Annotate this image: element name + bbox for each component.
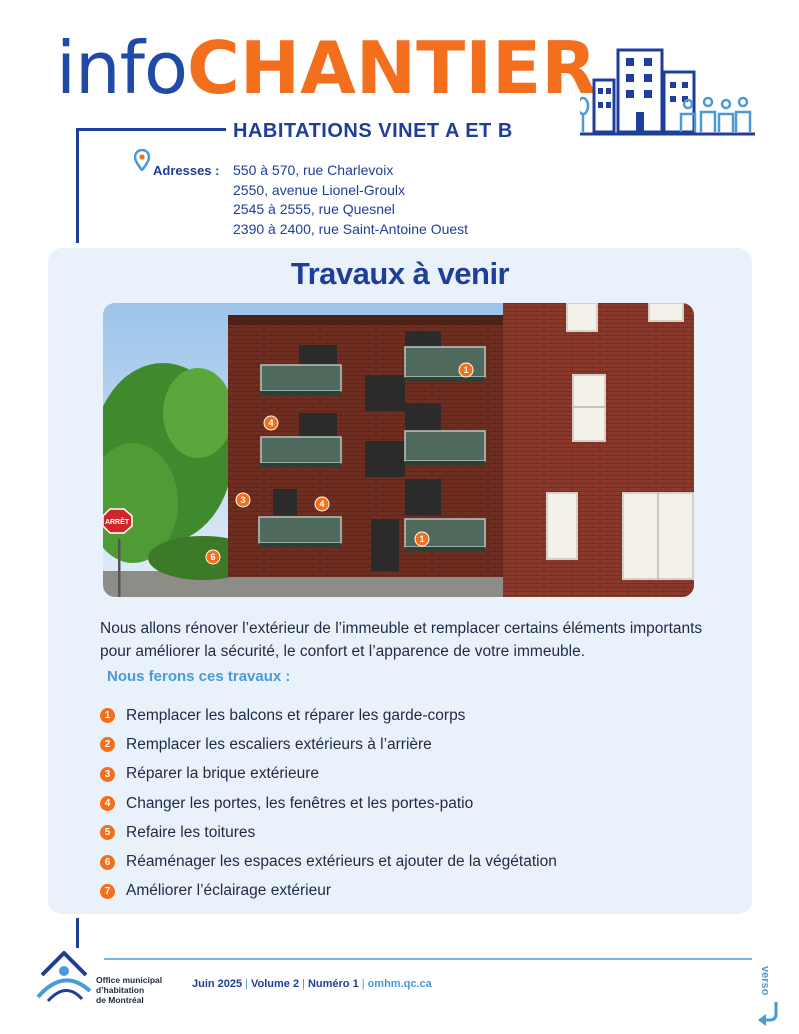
newsletter-title [56,26,597,110]
address-list [233,161,468,239]
photo-marker: 6 [210,552,216,562]
item-text: Réparer la brique extérieure [126,765,319,783]
photo-marker: 3 [240,495,246,505]
list-item [100,760,740,789]
footer-vertical-rule [76,918,79,948]
issue-volume: Volume 2 [251,978,300,990]
address-line: 2390 à 2400, rue Saint-Antoine Ouest [233,220,469,237]
item-text: Changer les portes, les fenêtres et les portes-patio [126,794,474,812]
footer-rule [104,958,752,960]
title-main: CHANTIER [187,26,597,110]
org-line: d’habitation [96,985,145,995]
omhm-logo-icon [34,945,94,1005]
issue-number: Numéro 1 [307,978,359,990]
item-text: Réaménager les espaces extérieurs et ajouter de la végétation [126,853,557,871]
list-item [100,847,740,876]
list-heading: Nous ferons ces travaux : [107,668,291,685]
list-item [100,818,740,847]
organization-name [96,975,162,1005]
photo-marker: 1 [463,365,469,375]
list-item [100,877,740,906]
item-text: Remplacer les escaliers extérieurs à l’arrière [126,735,432,753]
address-line: 2545 à 2555, rue Quesnel [233,201,395,217]
list-item [100,701,740,730]
website-link[interactable]: omhm.qc.ca [367,978,432,990]
building-photo [103,303,694,597]
issue-info [192,978,432,990]
separator: | [361,978,365,990]
item-number: 2 [100,737,115,752]
photo-marker: 1 [419,534,425,544]
photo-marker: 4 [319,499,325,509]
item-number: 6 [100,855,115,870]
stop-sign-text: ARRÊT [104,519,130,526]
address-line: 550 à 570, rue Charlevoix [233,162,394,178]
separator: | [245,978,248,990]
item-text: Refaire les toitures [126,823,256,841]
org-line: Office municipal [96,975,163,985]
intro-paragraph: Nous allons rénover l’extérieur de l’immeuble et remplacer certains éléments importants pour améliorer la sécurité, le confort et l’apparence de votre immeuble. [100,620,703,660]
item-number: 1 [100,708,115,723]
verso-label[interactable]: verso [759,966,771,996]
item-number: 4 [100,796,115,811]
item-number: 7 [100,884,115,899]
location-pin-icon [134,149,150,171]
issue-date: Juin 2025 [192,978,243,990]
section-title: Travaux à venir [290,256,510,291]
title-prefix: info [56,26,188,110]
header-vertical-rule [76,128,79,243]
header-rule [76,128,226,131]
list-item [100,730,740,759]
project-subtitle: HABITATIONS VINET A ET B [233,120,513,142]
addresses-label: Adresses : [153,163,220,178]
item-number: 3 [100,767,115,782]
list-item [100,789,740,818]
org-line: de Montréal [96,995,144,1005]
item-number: 5 [100,825,115,840]
address-line: 2550, avenue Lionel-Groulx [233,181,406,198]
photo-marker: 4 [268,418,274,428]
item-text: Améliorer l’éclairage extérieur [126,882,332,900]
works-list [100,701,740,906]
turn-page-arrow-icon[interactable] [756,1000,784,1028]
buildings-people-illustration [580,42,755,142]
item-text: Remplacer les balcons et réparer les garde-corps [126,706,466,724]
separator: | [302,978,305,990]
